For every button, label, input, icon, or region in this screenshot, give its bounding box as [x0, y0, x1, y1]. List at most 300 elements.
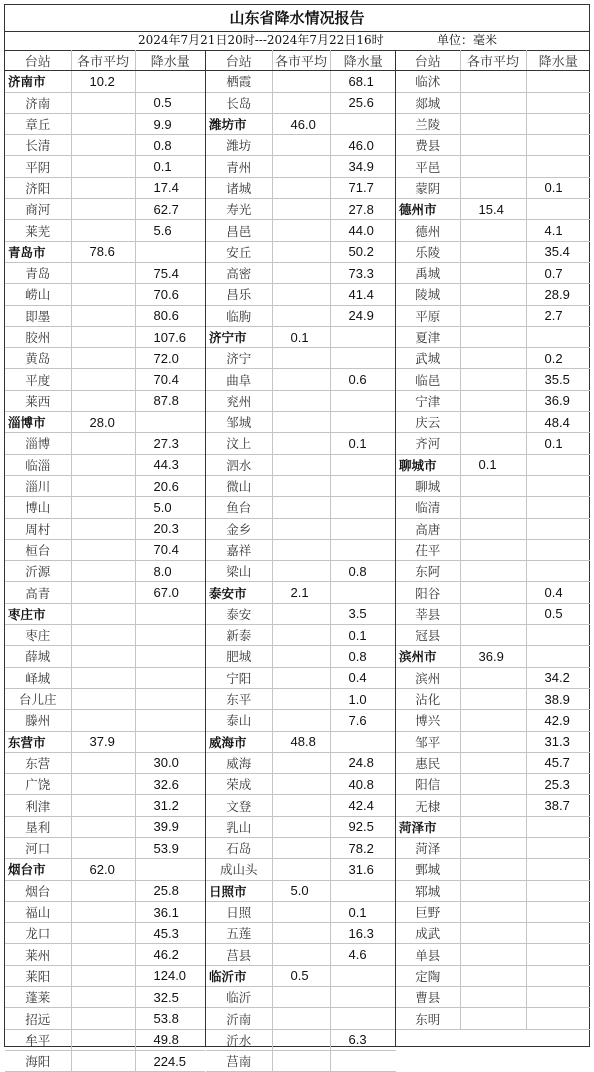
rainfall-value: 20.3 [135, 518, 205, 539]
city-average-value [272, 262, 330, 283]
station-row [5, 113, 205, 134]
station-row [5, 390, 205, 411]
city-average-value [71, 582, 135, 603]
city-average-value [272, 987, 330, 1008]
city-average-value [460, 220, 526, 241]
rainfall-value: 39.9 [135, 816, 205, 837]
station-row [396, 262, 590, 283]
rainfall-value: 34.9 [330, 156, 396, 177]
city-average-value [460, 92, 526, 113]
station-row [206, 518, 396, 539]
city-average-value [460, 475, 526, 496]
station-name: 兰陵 [396, 113, 460, 134]
city-average-value [71, 688, 135, 709]
city-average-value [460, 944, 526, 965]
rainfall-value: 0.6 [330, 369, 396, 390]
city-average-value: 0.1 [460, 454, 526, 475]
city-average-value [460, 1008, 526, 1029]
station-row [206, 71, 396, 92]
city-average-value [71, 752, 135, 773]
station-row [206, 92, 396, 113]
rainfall-value: 42.9 [526, 710, 590, 731]
rainfall-value [526, 561, 590, 582]
station-row [206, 305, 396, 326]
rainfall-value: 0.7 [526, 262, 590, 283]
station-row [5, 177, 205, 198]
rainfall-value: 7.6 [330, 710, 396, 731]
station-name: 莱西 [5, 390, 71, 411]
station-name: 平原 [396, 305, 460, 326]
station-name: 乐陵 [396, 241, 460, 262]
station-row [5, 688, 205, 709]
station-row [206, 135, 396, 156]
city-average-value [272, 497, 330, 518]
city-average-value [460, 795, 526, 816]
city-average-value: 46.0 [272, 113, 330, 134]
station-row [396, 433, 590, 454]
city-average-value [460, 561, 526, 582]
station-name: 章丘 [5, 113, 71, 134]
station-row [5, 199, 205, 220]
station-row [5, 774, 205, 795]
station-name: 寿光 [206, 199, 272, 220]
rainfall-value: 0.1 [526, 433, 590, 454]
rainfall-value [526, 113, 590, 134]
station-row [5, 348, 205, 369]
station-row [5, 262, 205, 283]
rainfall-table-1 [5, 50, 205, 1072]
city-average-value [460, 156, 526, 177]
station-row [396, 539, 590, 560]
city-row [206, 582, 396, 603]
city-average-value [460, 837, 526, 858]
city-average-value [71, 625, 135, 646]
city-average-value [272, 1050, 330, 1071]
city-average-value: 0.5 [272, 965, 330, 986]
rainfall-value: 40.8 [330, 774, 396, 795]
rainfall-value: 27.8 [330, 199, 396, 220]
station-row [206, 944, 396, 965]
station-row [5, 837, 205, 858]
rainfall-value: 0.1 [526, 177, 590, 198]
city-average-value: 2.1 [272, 582, 330, 603]
city-average-value [71, 177, 135, 198]
city-average-value [71, 92, 135, 113]
rainfall-value [330, 539, 396, 560]
station-name: 高密 [206, 262, 272, 283]
city-average-value: 5.0 [272, 880, 330, 901]
city-average-value [460, 262, 526, 283]
station-name: 淄川 [5, 475, 71, 496]
station-name: 淄博 [5, 433, 71, 454]
station-row [206, 795, 396, 816]
station-row [396, 731, 590, 752]
station-name: 枣庄 [5, 625, 71, 646]
station-row [206, 859, 396, 880]
rainfall-value: 78.2 [330, 837, 396, 858]
station-name: 东阿 [396, 561, 460, 582]
station-row [396, 369, 590, 390]
station-row [206, 475, 396, 496]
rainfall-value [526, 816, 590, 837]
station-name: 平度 [5, 369, 71, 390]
station-row [206, 710, 396, 731]
station-row [206, 603, 396, 624]
city-average-value [272, 305, 330, 326]
station-name: 定陶 [396, 965, 460, 986]
station-name: 临朐 [206, 305, 272, 326]
station-row [206, 837, 396, 858]
report-subtitle [5, 31, 589, 51]
station-name: 莒南 [206, 1050, 272, 1071]
station-name: 博山 [5, 497, 71, 518]
city-average-value [71, 113, 135, 134]
station-row [206, 177, 396, 198]
station-row [5, 454, 205, 475]
city-row [5, 71, 205, 92]
city-average-value: 0.1 [272, 326, 330, 347]
station-row [396, 305, 590, 326]
rainfall-value: 28.9 [526, 284, 590, 305]
rainfall-value: 0.4 [526, 582, 590, 603]
city-average-value [71, 880, 135, 901]
station-row [396, 220, 590, 241]
city-average-value [71, 497, 135, 518]
city-average-value [272, 837, 330, 858]
rainfall-value: 32.6 [135, 774, 205, 795]
city-average-value: 15.4 [460, 199, 526, 220]
rainfall-value [526, 901, 590, 922]
table-header-row [5, 50, 205, 71]
city-average-value: 10.2 [71, 71, 135, 92]
station-name: 招远 [5, 1008, 71, 1029]
city-average-value [460, 326, 526, 347]
city-average-value [272, 561, 330, 582]
station-name: 无棣 [396, 795, 460, 816]
rainfall-value [135, 731, 205, 752]
rainfall-value: 30.0 [135, 752, 205, 773]
station-row [396, 113, 590, 134]
city-average-value [272, 625, 330, 646]
station-name: 汶上 [206, 433, 272, 454]
city-average-value [272, 390, 330, 411]
rainfall-value [135, 710, 205, 731]
city-average-value [71, 454, 135, 475]
header-rainfall: 降水量 [526, 50, 590, 71]
rainfall-value: 2.7 [526, 305, 590, 326]
city-name: 泰安市 [206, 582, 272, 603]
report-title: 山东省降水情况报告 [5, 5, 589, 32]
station-row [206, 284, 396, 305]
station-name: 费县 [396, 135, 460, 156]
station-row [396, 241, 590, 262]
station-row [206, 1050, 396, 1071]
city-average-value [272, 752, 330, 773]
city-average-value [71, 262, 135, 283]
city-name: 济南市 [5, 71, 71, 92]
station-row [5, 710, 205, 731]
city-average-value [71, 348, 135, 369]
rainfall-value: 48.4 [526, 412, 590, 433]
rainfall-value [526, 539, 590, 560]
city-row [5, 731, 205, 752]
station-name: 阳信 [396, 774, 460, 795]
rainfall-value [330, 987, 396, 1008]
rainfall-value: 0.8 [330, 646, 396, 667]
rainfall-value [330, 113, 396, 134]
rainfall-value: 0.8 [330, 561, 396, 582]
rainfall-value: 72.0 [135, 348, 205, 369]
station-row [396, 688, 590, 709]
city-average-value [272, 859, 330, 880]
rainfall-value [330, 390, 396, 411]
station-name: 诸城 [206, 177, 272, 198]
station-name: 金乡 [206, 518, 272, 539]
city-average-value [272, 199, 330, 220]
header-city-average: 各市平均 [460, 50, 526, 71]
header-station: 台站 [206, 50, 272, 71]
rainfall-value: 35.4 [526, 241, 590, 262]
city-name: 济宁市 [206, 326, 272, 347]
station-name: 莒县 [206, 944, 272, 965]
station-row [5, 816, 205, 837]
station-name: 威海 [206, 752, 272, 773]
city-average-value [272, 1029, 330, 1050]
station-name: 泗水 [206, 454, 272, 475]
station-name: 梁山 [206, 561, 272, 582]
city-average-value [460, 348, 526, 369]
rainfall-value [330, 582, 396, 603]
station-name: 商河 [5, 199, 71, 220]
city-row [5, 241, 205, 262]
rainfall-value: 70.4 [135, 539, 205, 560]
city-average-value [71, 774, 135, 795]
rainfall-value: 92.5 [330, 816, 396, 837]
rainfall-value: 0.1 [330, 433, 396, 454]
rainfall-value: 35.5 [526, 369, 590, 390]
station-name: 肥城 [206, 646, 272, 667]
station-name: 夏津 [396, 326, 460, 347]
station-row [5, 135, 205, 156]
city-average-value [71, 923, 135, 944]
city-average-value [460, 816, 526, 837]
rainfall-value: 68.1 [330, 71, 396, 92]
city-average-value [272, 539, 330, 560]
station-name: 滕州 [5, 710, 71, 731]
city-name: 青岛市 [5, 241, 71, 262]
city-average-value [460, 113, 526, 134]
rainfall-value [526, 135, 590, 156]
station-row [206, 433, 396, 454]
report-unit: 单位：毫米 [437, 33, 498, 47]
rainfall-value [330, 497, 396, 518]
rainfall-value [526, 859, 590, 880]
rainfall-value: 0.1 [330, 625, 396, 646]
rainfall-value: 25.6 [330, 92, 396, 113]
station-name: 牟平 [5, 1029, 71, 1050]
station-row [5, 646, 205, 667]
station-name: 即墨 [5, 305, 71, 326]
station-name: 泰安 [206, 603, 272, 624]
city-average-value [460, 965, 526, 986]
station-name: 茌平 [396, 539, 460, 560]
station-row [5, 561, 205, 582]
station-row [206, 667, 396, 688]
city-average-value: 28.0 [71, 412, 135, 433]
station-name: 滨州 [396, 667, 460, 688]
city-average-value [71, 965, 135, 986]
station-name: 沂源 [5, 561, 71, 582]
rainfall-value: 38.7 [526, 795, 590, 816]
station-name: 莱州 [5, 944, 71, 965]
rainfall-value: 8.0 [135, 561, 205, 582]
city-row [396, 816, 590, 837]
station-name: 阳谷 [396, 582, 460, 603]
city-average-value [71, 305, 135, 326]
station-name: 青岛 [5, 262, 71, 283]
city-average-value [71, 944, 135, 965]
table-column-2 [205, 50, 396, 1070]
rainfall-value: 31.3 [526, 731, 590, 752]
station-name: 蒙阴 [396, 177, 460, 198]
city-average-value [71, 795, 135, 816]
station-name: 峄城 [5, 667, 71, 688]
rainfall-value: 25.3 [526, 774, 590, 795]
city-average-value [71, 1029, 135, 1050]
station-name: 台儿庄 [5, 688, 71, 709]
rainfall-value [526, 880, 590, 901]
rainfall-value [526, 1008, 590, 1029]
rainfall-value: 73.3 [330, 262, 396, 283]
city-average-value: 62.0 [71, 859, 135, 880]
rainfall-value: 46.0 [330, 135, 396, 156]
rainfall-value: 53.8 [135, 1008, 205, 1029]
rainfall-value: 42.4 [330, 795, 396, 816]
city-average-value [460, 880, 526, 901]
header-station: 台站 [5, 50, 71, 71]
rainfall-value: 27.3 [135, 433, 205, 454]
city-average-value [272, 71, 330, 92]
rainfall-value [526, 987, 590, 1008]
station-name: 五莲 [206, 923, 272, 944]
city-average-value [272, 369, 330, 390]
station-row [5, 987, 205, 1008]
station-row [396, 603, 590, 624]
station-row [396, 965, 590, 986]
station-row [396, 944, 590, 965]
rainfall-value [526, 646, 590, 667]
rainfall-value [135, 71, 205, 92]
city-average-value [460, 518, 526, 539]
city-average-value [272, 646, 330, 667]
station-name: 鄄城 [396, 859, 460, 880]
station-name: 新泰 [206, 625, 272, 646]
station-name: 临沭 [396, 71, 460, 92]
city-average-value: 36.9 [460, 646, 526, 667]
city-average-value [71, 837, 135, 858]
rainfall-value [526, 837, 590, 858]
station-row [5, 539, 205, 560]
city-name: 日照市 [206, 880, 272, 901]
station-row [206, 901, 396, 922]
station-name: 临淄 [5, 454, 71, 475]
station-name: 聊城 [396, 475, 460, 496]
city-average-value [460, 369, 526, 390]
city-average-value [460, 688, 526, 709]
city-average-value [272, 901, 330, 922]
rainfall-value: 5.6 [135, 220, 205, 241]
station-row [396, 837, 590, 858]
station-row [396, 901, 590, 922]
station-name: 福山 [5, 901, 71, 922]
station-name: 东营 [5, 752, 71, 773]
station-name: 长岛 [206, 92, 272, 113]
station-name: 济南 [5, 92, 71, 113]
station-name: 薛城 [5, 646, 71, 667]
rainfall-value: 24.8 [330, 752, 396, 773]
rainfall-value: 87.8 [135, 390, 205, 411]
city-name: 滨州市 [396, 646, 460, 667]
station-name: 临邑 [396, 369, 460, 390]
station-name: 昌邑 [206, 220, 272, 241]
rainfall-value: 17.4 [135, 177, 205, 198]
table-header-row [206, 50, 396, 71]
rainfall-value [135, 688, 205, 709]
station-name: 河口 [5, 837, 71, 858]
station-row [396, 71, 590, 92]
rainfall-value: 0.4 [330, 667, 396, 688]
city-name: 菏泽市 [396, 816, 460, 837]
station-row [5, 497, 205, 518]
rainfall-value [330, 518, 396, 539]
city-name: 临沂市 [206, 965, 272, 986]
station-name: 荣成 [206, 774, 272, 795]
rainfall-value: 25.8 [135, 880, 205, 901]
station-name: 长清 [5, 135, 71, 156]
station-name: 成武 [396, 923, 460, 944]
station-name: 菏泽 [396, 837, 460, 858]
header-city-average: 各市平均 [71, 50, 135, 71]
rainfall-value: 32.5 [135, 987, 205, 1008]
station-row [396, 518, 590, 539]
city-average-value [460, 390, 526, 411]
rainfall-value: 107.6 [135, 326, 205, 347]
station-row [396, 135, 590, 156]
city-average-value [460, 71, 526, 92]
station-name: 平阴 [5, 156, 71, 177]
station-name: 邹城 [206, 412, 272, 433]
rainfall-value [526, 923, 590, 944]
station-row [206, 454, 396, 475]
station-row [5, 433, 205, 454]
station-name: 文登 [206, 795, 272, 816]
rainfall-value [526, 71, 590, 92]
station-row [396, 348, 590, 369]
city-row [206, 965, 396, 986]
city-average-value [460, 497, 526, 518]
city-average-value [272, 944, 330, 965]
station-name: 禹城 [396, 262, 460, 283]
station-name: 高唐 [396, 518, 460, 539]
city-average-value: 48.8 [272, 731, 330, 752]
rainfall-value [526, 326, 590, 347]
city-average-value [460, 710, 526, 731]
rainfall-value: 38.9 [526, 688, 590, 709]
station-name: 齐河 [396, 433, 460, 454]
rainfall-value [330, 326, 396, 347]
rainfall-value: 49.8 [135, 1029, 205, 1050]
rainfall-value [526, 199, 590, 220]
